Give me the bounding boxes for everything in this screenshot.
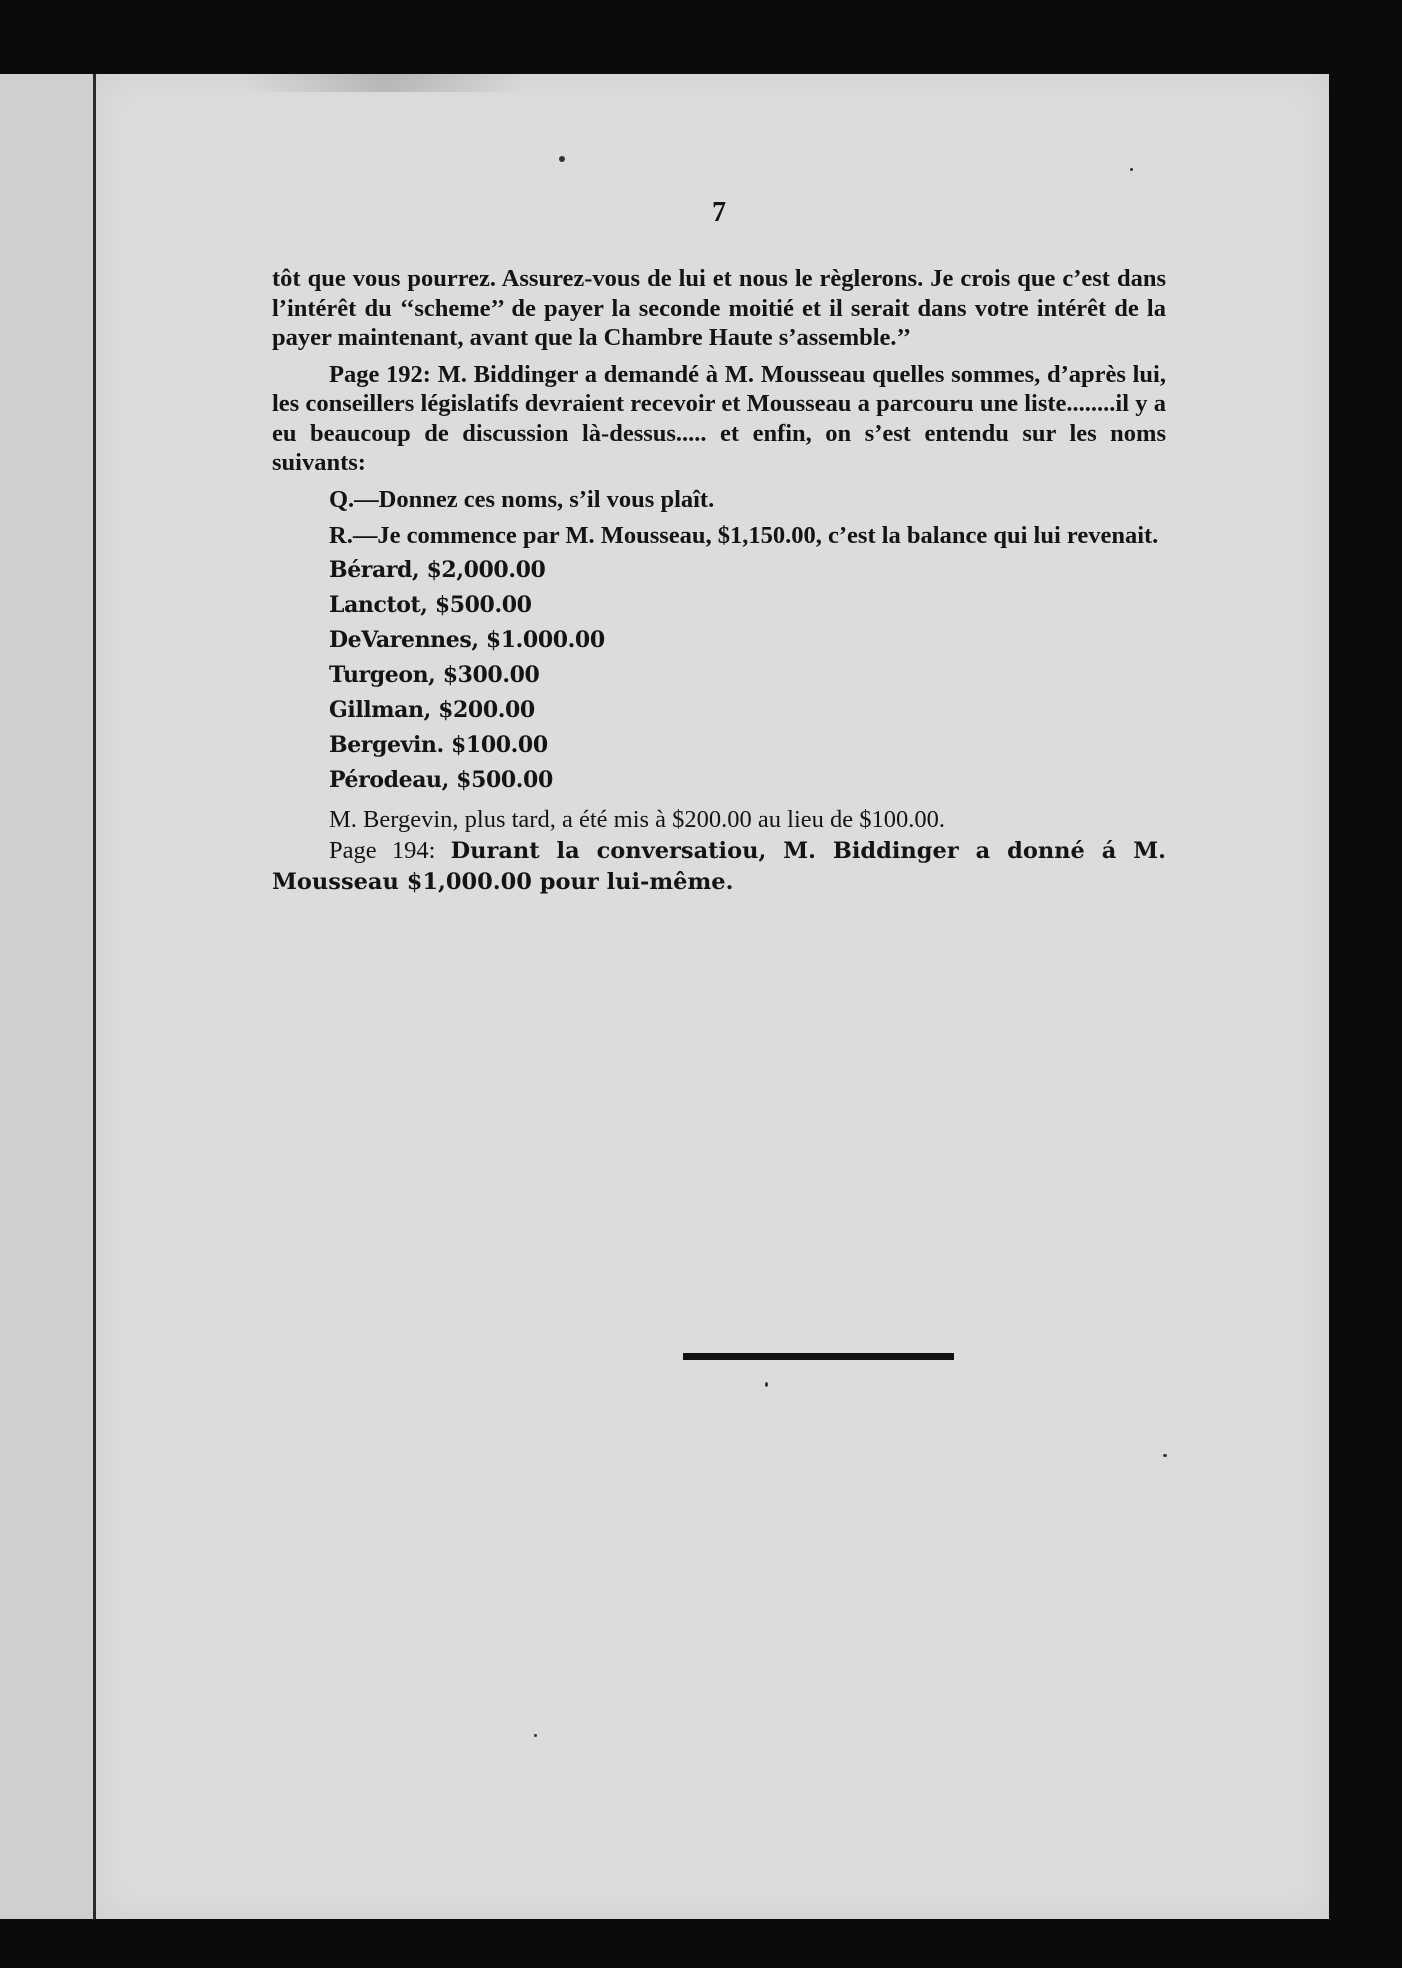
payment-entry: Pérodeau, $500.00 (329, 766, 553, 793)
paper-sheet (96, 74, 1329, 1919)
payment-entry: Bérard, $2,000.00 (329, 556, 546, 583)
scan-speck (765, 1382, 768, 1387)
payment-entry: Turgeon, $300.00 (329, 661, 540, 688)
page-number: 7 (712, 197, 726, 228)
scan-speck (1130, 168, 1133, 171)
payment-entry: DeVarennes, $1.000.00 (329, 626, 605, 653)
answer-paragraph: R.—Je commence par M. Mousseau, $1,150.00, c’est la balance qui lui revenait. (329, 522, 1159, 549)
scan-speck (559, 156, 565, 162)
page-194-label: Page 194: (329, 837, 436, 864)
adjacent-page-margin (0, 74, 95, 1919)
text-block (272, 264, 1166, 897)
section-divider-rule (683, 1353, 954, 1360)
payments-list (272, 553, 1166, 798)
payment-entry: Gillman, $200.00 (329, 696, 535, 723)
scan-speck (1163, 1454, 1167, 1457)
payment-entry: Bergevin. $100.00 (329, 731, 548, 758)
question-paragraph: Q.—Donnez ces noms, s’il vous plaît. (329, 485, 715, 513)
page-194-paragraph (272, 836, 1166, 897)
page-194-text: Durant la conversatiou, M. Biddinger a donné á M. Mousseau $1,000.00 pour lui-même. (272, 838, 1166, 895)
scan-speck (534, 1734, 537, 1737)
continuation-paragraph: tôt que vous pourrez. Assurez-vous de lui et nous le règlerons. Je crois que c’est dans l’intérêt du ‘‘scheme’’ de payer la seconde moitié et il serait dans votre intérêt de la payer maintenant, avant que la Chambre Haute s’assemble.’’ (272, 265, 1166, 351)
payment-entry: Lanctot, $500.00 (329, 591, 532, 618)
bergevin-note-paragraph: M. Bergevin, plus tard, a été mis à $200.00 au lieu de $100.00. (329, 805, 946, 833)
scan-smudge (246, 74, 526, 92)
page-192-paragraph: Page 192: M. Biddinger a demandé à M. Mousseau quelles sommes, d’après lui, les conseillers législatifs devraient recevoir et Mousseau a parcouru une liste........il y a eu beaucoup de discussion là-dessus..... et enfin, on s’est entendu sur les noms suivants: (272, 360, 1166, 476)
